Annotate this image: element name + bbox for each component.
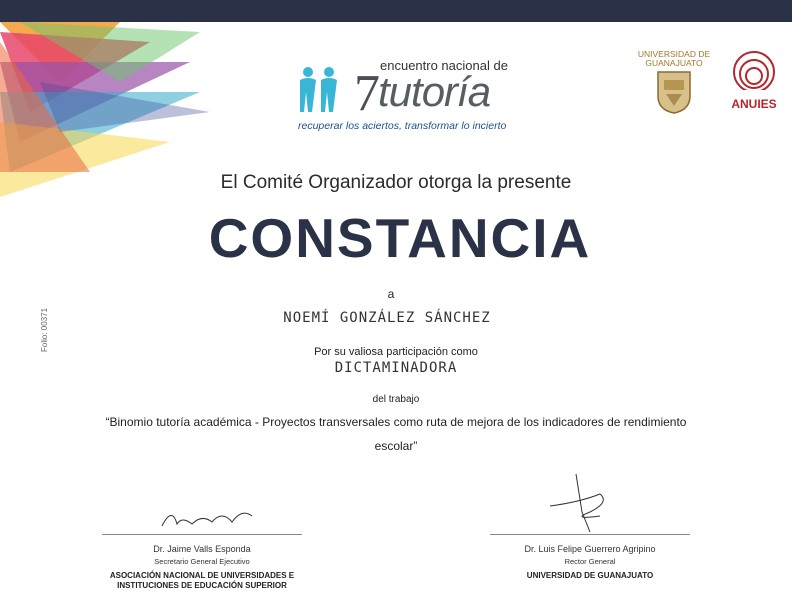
event-subtitle: encuentro nacional de [380, 58, 508, 73]
signature-line [102, 534, 302, 535]
signature-anuies [102, 496, 302, 534]
ugto-name-line1: UNIVERSIDAD DE [637, 49, 711, 59]
top-bar [0, 0, 792, 22]
event-logo [292, 56, 522, 136]
anuies-name: ANUIES [731, 97, 777, 111]
folio-number: Folio: 00371 [40, 307, 49, 352]
svg-text:7: 7 [354, 65, 380, 118]
event-tagline: recuperar los aciertos, transformar lo incierto [298, 120, 507, 132]
people-logo-icon [296, 62, 386, 118]
recipient-name: NOEMÍ GONZÁLEZ SÁNCHEZ [283, 310, 491, 326]
work-label: del trabajo [372, 394, 420, 405]
work-title: “Binomio tutoría académica - Proyectos transversales como ruta de mejora de los indicadores de rendimiento escolar” [105, 415, 687, 453]
signature-line [490, 534, 690, 535]
signer-name: Dr. Jaime Valls Esponda [153, 544, 251, 554]
anuies-rings-icon [730, 50, 778, 90]
recipient-role: DICTAMINADORA [334, 360, 458, 376]
certificate-title: CONSTANCIA [208, 207, 592, 269]
ugto-logo [636, 50, 712, 119]
signer-role: Rector General [564, 557, 616, 566]
signer-organization: UNIVERSIDAD DE GUANAJUATO [526, 571, 654, 580]
grants-text: El Comité Organizador otorga la presente [220, 172, 572, 193]
signature-block-ugto [490, 496, 690, 581]
signature-ugto [490, 496, 690, 534]
signer-organization-line1: ASOCIACIÓN NACIONAL DE UNIVERSIDADES E [109, 571, 295, 580]
signer-organization [102, 571, 302, 591]
participation-text: Por su valiosa participación como [314, 346, 478, 358]
decorative-splash-art [0, 22, 215, 197]
signer-name: Dr. Luis Felipe Guerrero Agripino [524, 544, 656, 554]
ugto-crest-icon [656, 70, 692, 114]
signer-role: Secretario General Ejecutivo [154, 557, 250, 566]
event-title: tutoría [378, 68, 491, 115]
to-text: a [387, 287, 395, 301]
signature-block-anuies [102, 496, 302, 591]
anuies-logo [726, 50, 782, 111]
signer-organization-line2: INSTITUCIONES DE EDUCACIÓN SUPERIOR [117, 581, 287, 590]
ugto-name-line2: GUANAJUATO [645, 58, 703, 68]
